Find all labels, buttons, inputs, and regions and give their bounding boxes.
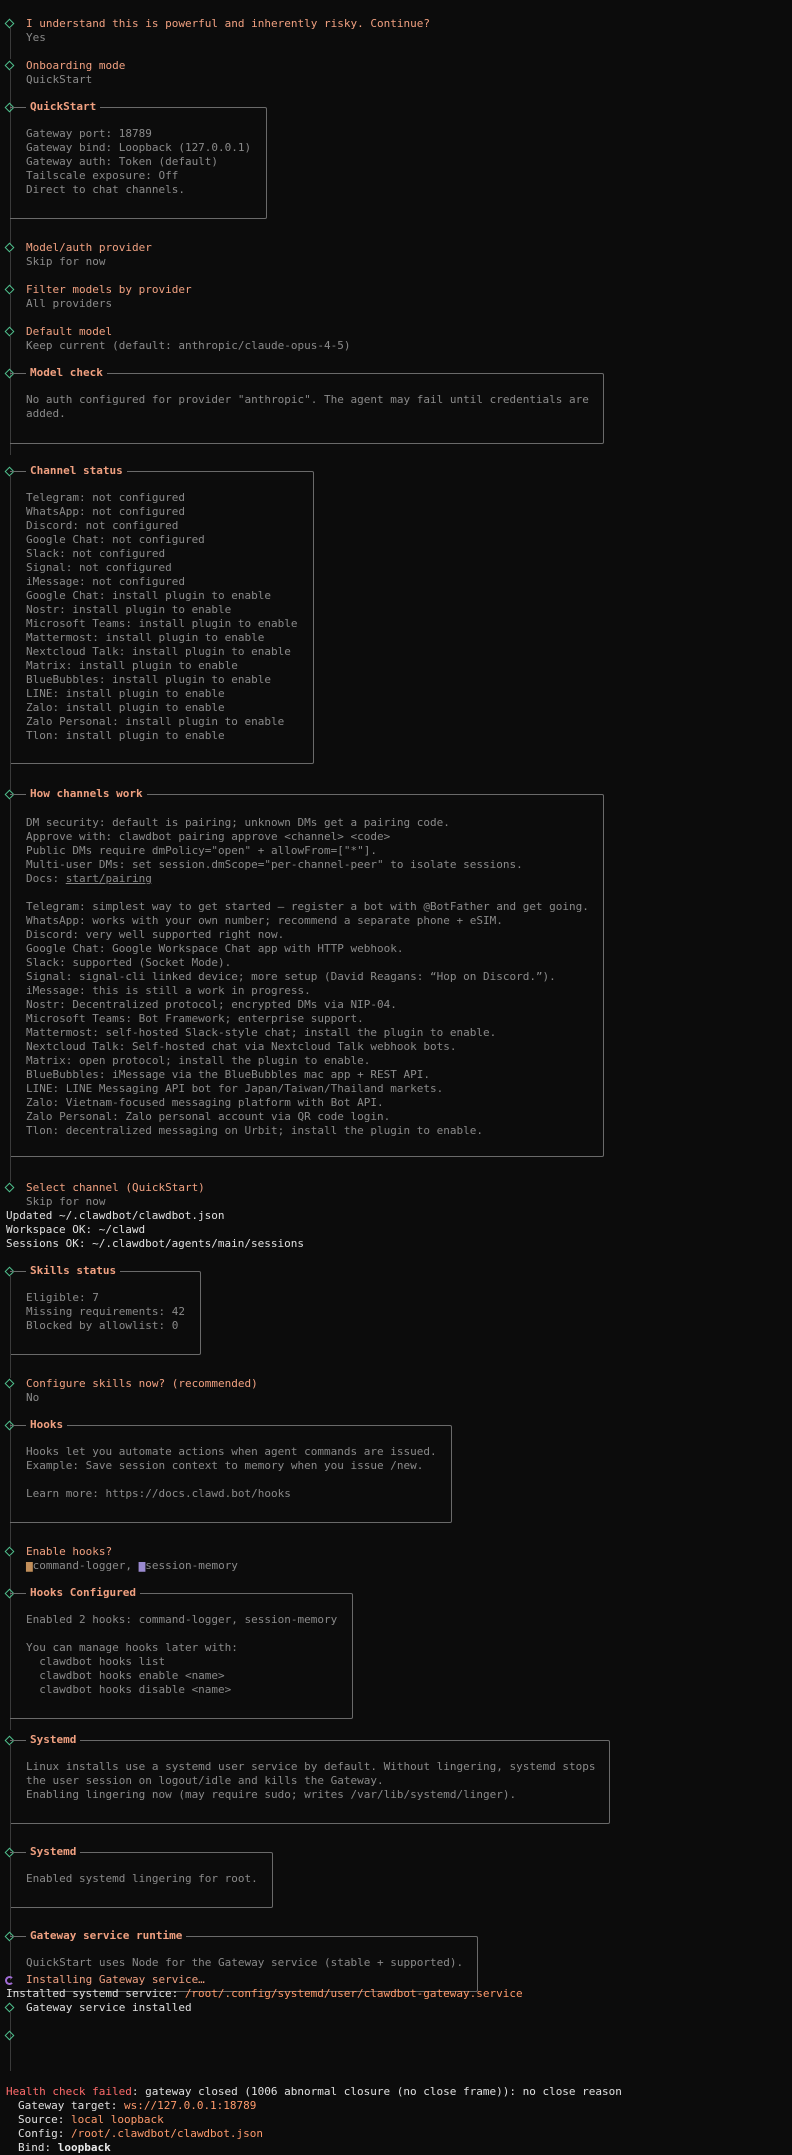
installed-service-line <box>6 1987 523 2001</box>
hook-b: session-memory <box>145 1559 238 1572</box>
enable-hooks-answer <box>26 1559 238 1573</box>
default-model-question: Default model <box>26 325 113 338</box>
channel-status-line: Discord: not configured <box>26 519 179 532</box>
filter-models-answer: All providers <box>26 297 113 310</box>
how-channels-line: Matrix: open protocol; install the plugin to enable. <box>26 1054 371 1067</box>
model-auth-answer: Skip for now <box>26 255 106 268</box>
systemd-lingering-line: Enabled systemd lingering for root. <box>26 1872 258 1885</box>
how-channels-line: LINE: LINE Messaging API bot for Japan/Taiwan/Thailand markets. <box>26 1082 444 1095</box>
how-channels-line: Nostr: Decentralized protocol; encrypted DMs via NIP-04. <box>26 998 397 1011</box>
skills-status-title: Skills status <box>26 1264 120 1278</box>
how-channels-line: Telegram: simplest way to get started — register a bot with @BotFather and get going. <box>26 900 589 913</box>
channel-status-line: Mattermost: install plugin to enable <box>26 631 265 644</box>
hooks-configured-line: clawdbot hooks enable <name> <box>26 1669 225 1682</box>
step-rail <box>10 293 11 328</box>
health-detail-value: loopback <box>57 2141 111 2154</box>
how-channels-line: Zalo Personal: Zalo personal account via QR code login. <box>26 1110 391 1123</box>
channel-status-line: iMessage: not configured <box>26 575 185 588</box>
step-rail <box>10 1856 11 1936</box>
health-message: : gateway closed (1006 abnormal closure (no close frame)): no close reason <box>131 2085 622 2098</box>
channel-status-line: Nostr: install plugin to enable <box>26 603 232 616</box>
how-channels-line: DM security: default is pairing; unknown DMs get a pairing code. <box>26 816 450 829</box>
systemd-line: the user session on logout/idle and kills the Gateway. <box>26 1774 384 1787</box>
gateway-runtime-line: QuickStart uses Node for the Gateway service (stable + supported). <box>26 1956 464 1969</box>
how-channels-line: BlueBubbles: iMessage via the BlueBubbles mac app + REST API. <box>26 1068 430 1081</box>
select-channel-answer: Skip for now <box>26 1195 106 1208</box>
quickstart-line: Direct to chat channels. <box>26 183 185 196</box>
hooks-configured-title: Hooks Configured <box>26 1586 140 1600</box>
systemd-line: Linux installs use a systemd user service by default. Without lingering, systemd stops <box>26 1760 596 1773</box>
installing-text: Installing Gateway service… <box>26 1973 205 1986</box>
how-channels-line: Nextcloud Talk: Self-hosted chat via Nextcloud Talk webhook bots. <box>26 1040 457 1053</box>
gateway-runtime-title: Gateway service runtime <box>26 1929 186 1943</box>
how-channels-line: Zalo: Vietnam-focused messaging platform with Bot API. <box>26 1096 384 1109</box>
step-rail <box>10 475 11 790</box>
channel-status-line: Slack: not configured <box>26 547 166 560</box>
step-rail <box>10 798 11 1182</box>
how-channels-line: Slack: supported (Socket Mode). <box>26 956 232 969</box>
health-detail-key: Bind: <box>18 2141 58 2154</box>
model-check-line: added. <box>26 407 66 420</box>
step-rail <box>10 1744 11 1851</box>
select-channel-question: Select channel (QuickStart) <box>26 1181 205 1194</box>
skills-status-line: Blocked by allowlist: 0 <box>26 1319 179 1332</box>
gateway-installed-line: Gateway service installed <box>26 2001 192 2014</box>
systemd-title: Systemd <box>26 1733 80 1747</box>
channel-status-line: Telegram: not configured <box>26 491 185 504</box>
health-detail-key: Config: <box>18 2127 71 2140</box>
health-detail <box>18 2141 111 2155</box>
how-channels-title: How channels work <box>26 787 147 801</box>
systemd-line: Enabling lingering now (may require sudo; writes /var/lib/systemd/linger). <box>26 1788 517 1801</box>
step-rail <box>10 27 11 59</box>
step-rail <box>10 1940 11 1980</box>
health-detail-key: Source: <box>18 2113 71 2126</box>
quickstart-title: QuickStart <box>26 100 100 114</box>
sessions-ok-line: Sessions OK: ~/.clawdbot/agents/main/sessions <box>6 1237 305 1250</box>
channel-status-line: Microsoft Teams: install plugin to enable <box>26 617 298 630</box>
systemd-lingering-title: Systemd <box>26 1845 80 1859</box>
hooks-line: Hooks let you automate actions when agent commands are issued. <box>26 1445 437 1458</box>
channel-status-line: Tlon: install plugin to enable <box>26 729 225 742</box>
health-detail <box>18 2099 256 2113</box>
hooks-configured-line: clawdbot hooks disable <name> <box>26 1683 232 1696</box>
skills-status-line: Missing requirements: 42 <box>26 1305 185 1318</box>
channel-status-line: WhatsApp: not configured <box>26 505 185 518</box>
hooks-configured-line: clawdbot hooks list <box>26 1655 166 1668</box>
health-detail <box>18 2113 164 2127</box>
hook-icon: ▆ <box>138 1559 146 1572</box>
docs-link[interactable]: start/pairing <box>65 872 152 885</box>
how-channels-line: Approve with: clawdbot pairing approve <channel> <code> <box>26 830 391 843</box>
model-auth-question: Model/auth provider <box>26 241 152 254</box>
step-rail <box>10 251 11 286</box>
how-channels-line: Mattermost: self-hosted Slack-style chat; install the plugin to enable. <box>26 1026 497 1039</box>
channel-status-line: Nextcloud Talk: install plugin to enable <box>26 645 291 658</box>
updated-config-line: Updated ~/.clawdbot/clawdbot.json <box>6 1209 225 1222</box>
skills-status-line: Eligible: 7 <box>26 1291 99 1304</box>
channel-status-title: Channel status <box>26 464 127 478</box>
hooks-title: Hooks <box>26 1418 67 1432</box>
risk-answer: Yes <box>26 31 46 44</box>
how-channels-line: Multi-user DMs: set session.dmScope="per-channel-peer" to isolate sessions. <box>26 858 523 871</box>
docs-line <box>26 872 152 886</box>
hooks-line: Learn more: https://docs.clawd.bot/hooks <box>26 1487 291 1500</box>
channel-status-line: Matrix: install plugin to enable <box>26 659 238 672</box>
how-channels-line: iMessage: this is still a work in progress. <box>26 984 311 997</box>
quickstart-line: Gateway auth: Token (default) <box>26 155 219 168</box>
step-rail <box>10 2011 11 2071</box>
installed-prefix: Installed systemd service: <box>6 1987 185 2000</box>
default-model-answer: Keep current (default: anthropic/claude-opus-4-5) <box>26 339 351 352</box>
channel-status-line: Zalo Personal: install plugin to enable <box>26 715 285 728</box>
hooks-box <box>10 1418 452 1523</box>
channel-status-line: LINE: install plugin to enable <box>26 687 225 700</box>
configure-skills-answer: No <box>26 1391 40 1404</box>
hook-a: command-logger <box>32 1559 126 1572</box>
step-done-icon <box>5 1183 15 1193</box>
how-channels-line: Tlon: decentralized messaging on Urbit; install the plugin to enable. <box>26 1124 483 1137</box>
health-check-line <box>6 2085 622 2099</box>
health-detail-value: local loopback <box>70 2113 164 2126</box>
risk-question: I understand this is powerful and inherently risky. Continue? <box>26 17 430 30</box>
how-channels-line: Discord: very well supported right now. <box>26 928 285 941</box>
hook-separator: , <box>125 1559 139 1572</box>
spinner-icon <box>5 1976 14 1985</box>
configure-skills-question: Configure skills now? (recommended) <box>26 1377 258 1390</box>
health-detail <box>18 2127 263 2141</box>
channel-status-line: Google Chat: not configured <box>26 533 205 546</box>
hooks-configured-line: You can manage hooks later with: <box>26 1641 238 1654</box>
hooks-line: Example: Save session context to memory when you issue /new. <box>26 1459 424 1472</box>
step-rail <box>10 1275 11 1378</box>
docs-prefix: Docs: <box>26 872 66 885</box>
step-done-icon <box>5 2031 15 2041</box>
quickstart-line: Gateway bind: Loopback (127.0.0.1) <box>26 141 252 154</box>
hooks-configured-line: Enabled 2 hooks: command-logger, session-memory <box>26 1613 338 1626</box>
health-label: Health check failed <box>6 2085 132 2098</box>
onboarding-question: Onboarding mode <box>26 59 126 72</box>
workspace-ok-line: Workspace OK: ~/clawd <box>6 1223 146 1236</box>
how-channels-line: Signal: signal-cli linked device; more setup (David Reagans: “Hop on Discord.”). <box>26 970 556 983</box>
model-check-box <box>10 366 604 444</box>
model-check-title: Model check <box>26 366 107 380</box>
hook-icon: ▆ <box>26 1559 33 1572</box>
installed-path: /root/.config/systemd/user/clawdbot-gateway.service <box>184 1987 523 2000</box>
how-channels-line: Public DMs require dmPolicy="open" + allowFrom=["*"]. <box>26 844 377 857</box>
channel-status-line: BlueBubbles: install plugin to enable <box>26 673 272 686</box>
filter-models-question: Filter models by provider <box>26 283 192 296</box>
how-channels-line: Google Chat: Google Workspace Chat app with HTTP webhook. <box>26 942 404 955</box>
how-channels-line: WhatsApp: works with your own number; recommend a separate phone + eSIM. <box>26 914 503 927</box>
enable-hooks-question: Enable hooks? <box>26 1545 113 1558</box>
onboarding-answer: QuickStart <box>26 73 93 86</box>
model-check-line: No auth configured for provider "anthropic". The agent may fail until credentials are <box>26 393 589 406</box>
channel-status-line: Zalo: install plugin to enable <box>26 701 225 714</box>
quickstart-line: Tailscale exposure: Off <box>26 169 179 182</box>
channel-status-line: Signal: not configured <box>26 561 172 574</box>
health-detail-key: Gateway target: <box>18 2099 124 2112</box>
health-detail-value: ws://127.0.0.1:18789 <box>123 2099 257 2112</box>
quickstart-line: Gateway port: 18789 <box>26 127 152 140</box>
how-channels-line: Microsoft Teams: Bot Framework; enterprise support. <box>26 1012 364 1025</box>
health-detail-value: /root/.clawdbot/clawdbot.json <box>70 2127 264 2140</box>
channel-status-line: Google Chat: install plugin to enable <box>26 589 272 602</box>
